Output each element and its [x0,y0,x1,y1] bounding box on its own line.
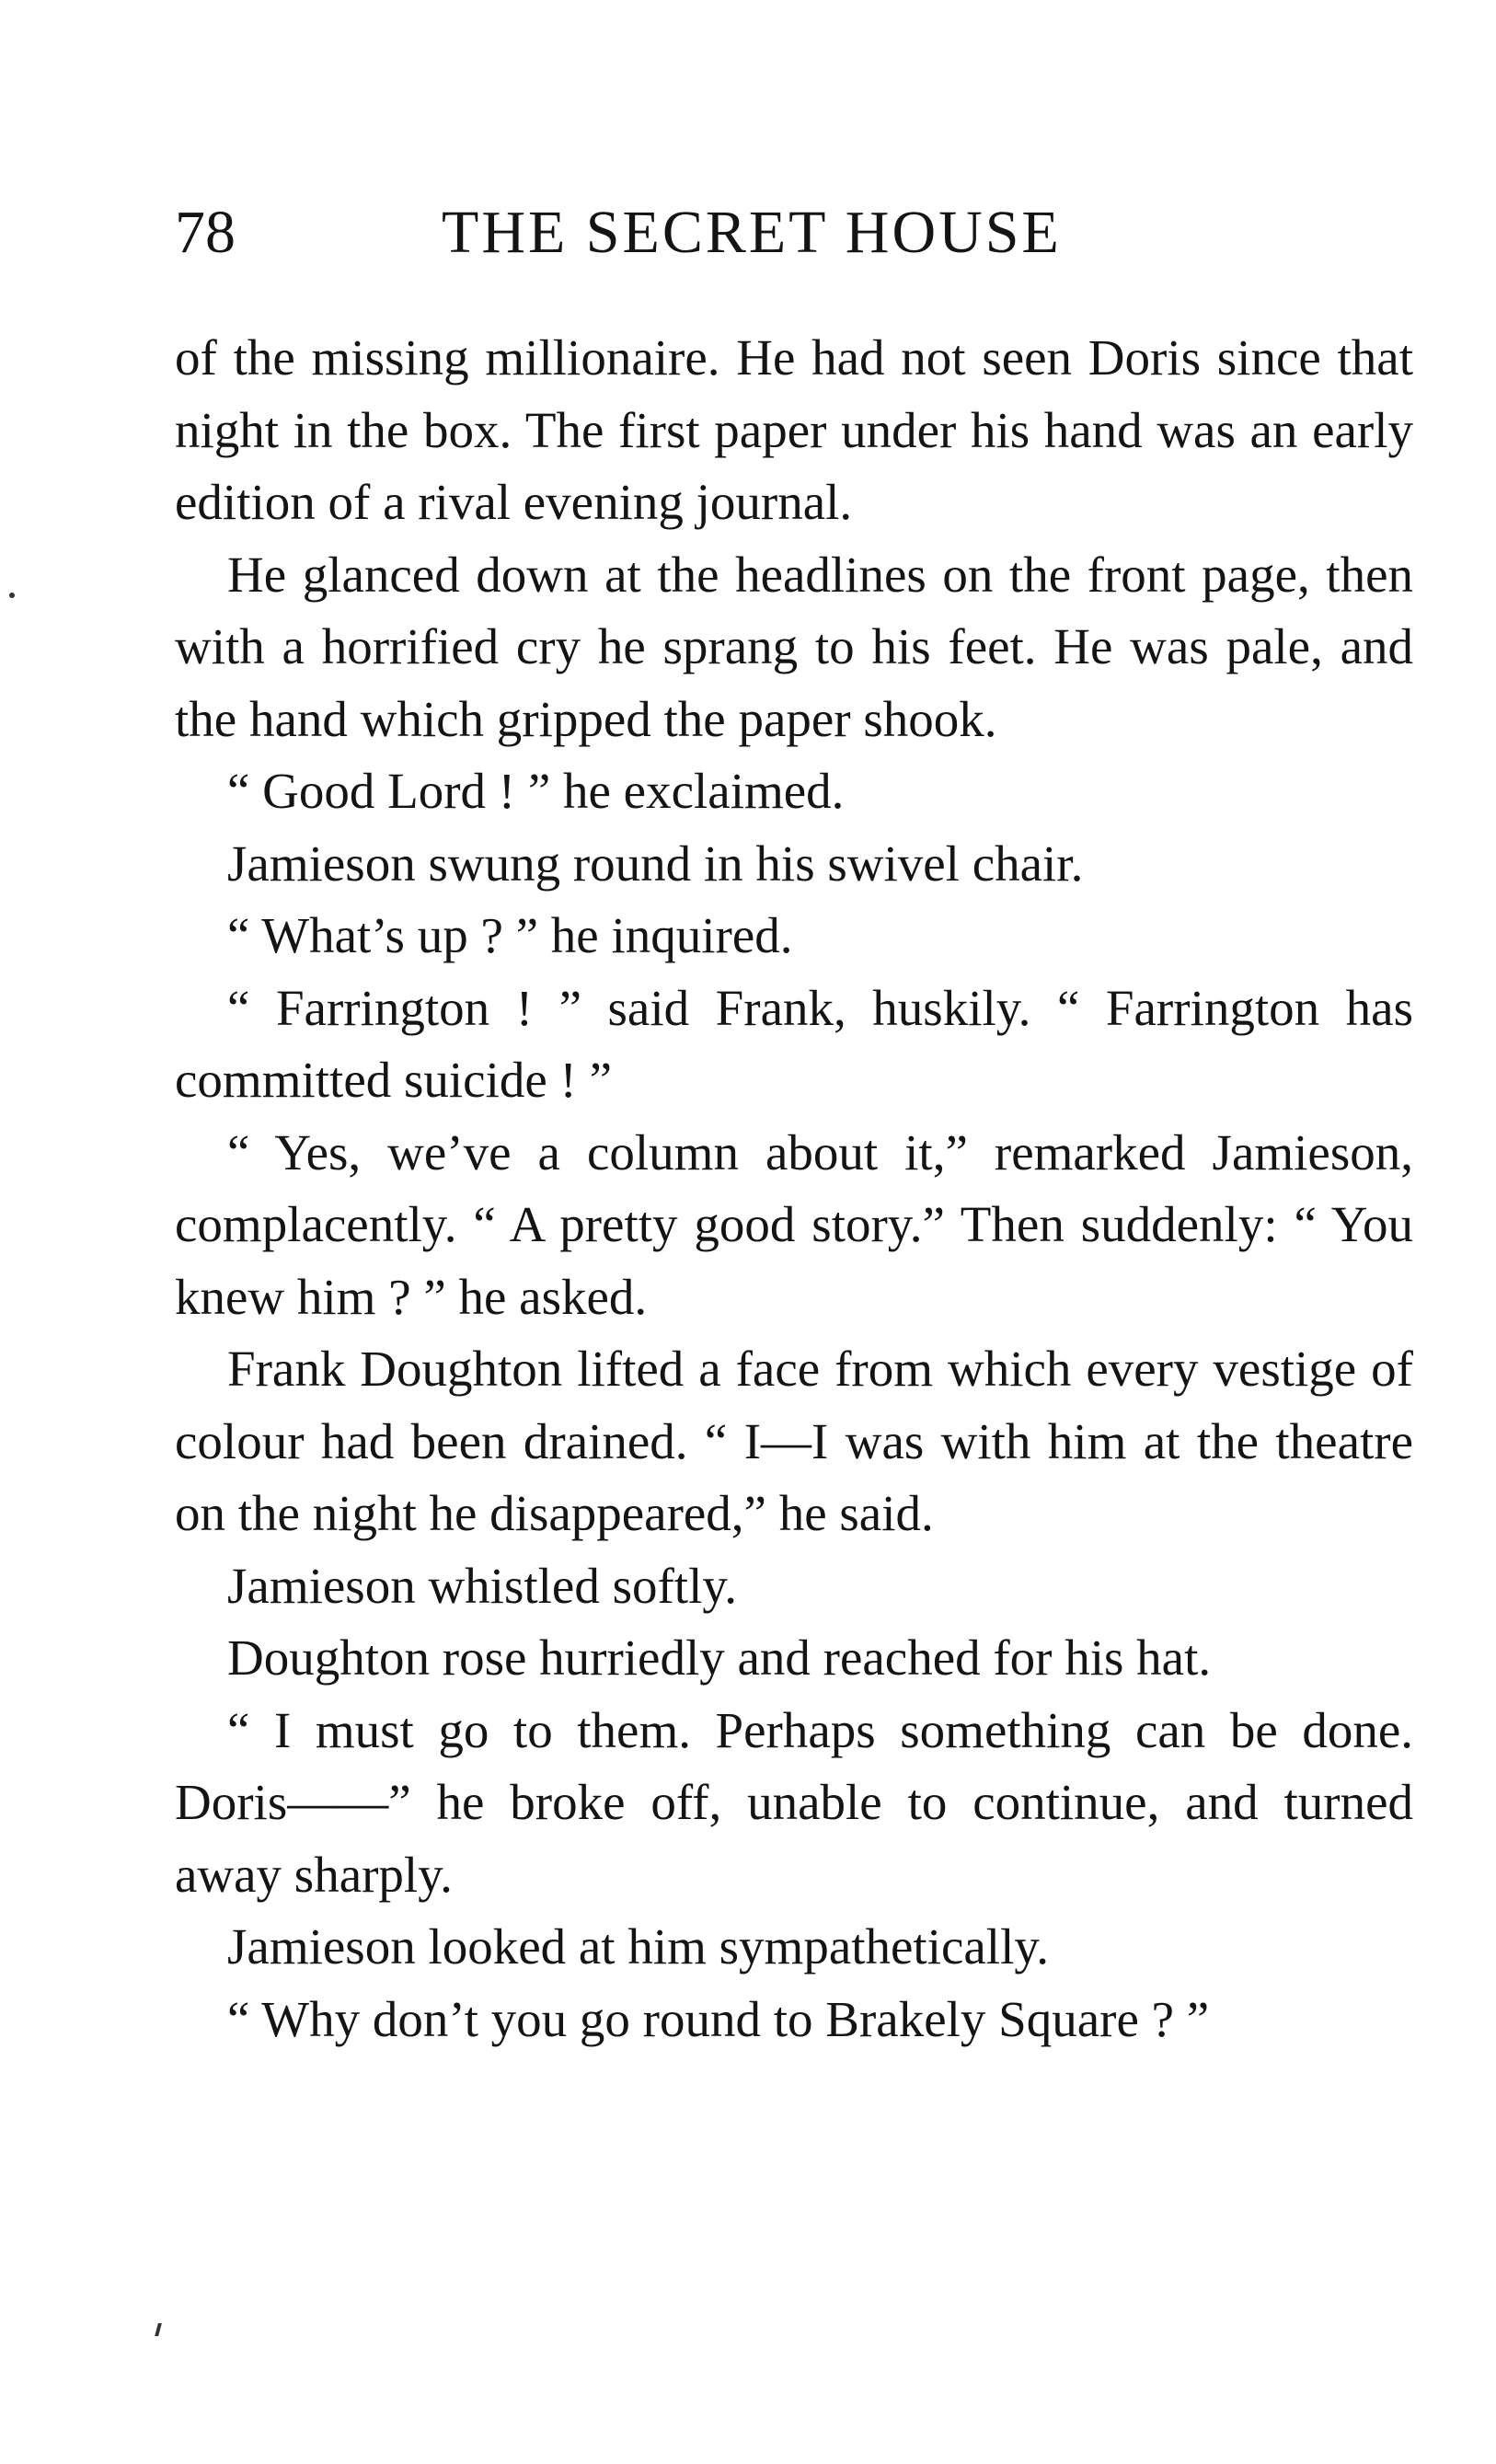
paragraph: “ What’s up ? ” he inquired. [227,907,793,963]
paragraph: “ Yes, we’ve a column about it,” remarked Jamieson, complacently. “ A pretty good story.” Then suddenly: “ You knew him ? ” he asked. [175,1123,1413,1325]
paragraph: of the missing millionaire. He had not seen Doris since that night in the box. The first paper under his hand was an early edition of a rival evening journal. [175,329,1413,530]
running-title: THE SECRET HOUSE [442,199,1062,266]
paragraph: He glanced down at the headlines on the front page, then with a horrified cry he sprang to his feet. He was pale, and the hand which gripped the paper shook. [175,546,1413,747]
paragraph: “ I must go to them. Perhaps something can be done. Doris——” he broke off, unable to continue, and turned away sharply. [175,1701,1413,1903]
paragraph: Frank Doughton lifted a face from which every vestige of colour had been drained. “ I—I was with him at the theatre on the night he disappeared,” he said. [175,1341,1413,1541]
paragraph: Jamieson whistled softly. [227,1557,738,1614]
paragraph: Doughton rose hurriedly and reached for his hat. [227,1629,1212,1686]
page-header [175,191,1417,274]
paragraph: “ Why don’t you go round to Brakely Square ? ” [227,1990,1210,2047]
body-text [175,322,1413,2055]
paragraph: Jamieson looked at him sympathetically. [227,1918,1050,1975]
paragraph: Jamieson swung round in his swivel chair. [227,835,1084,892]
paragraph: “ Good Lord ! ” he exclaimed. [227,763,845,819]
page-number: 78 [175,199,236,266]
paragraph: “ Farrington ! ” said Frank, huskily. “ Farrington has committed suicide ! ” [175,979,1413,1108]
margin-mark [155,2323,162,2336]
margin-speck [9,593,15,598]
